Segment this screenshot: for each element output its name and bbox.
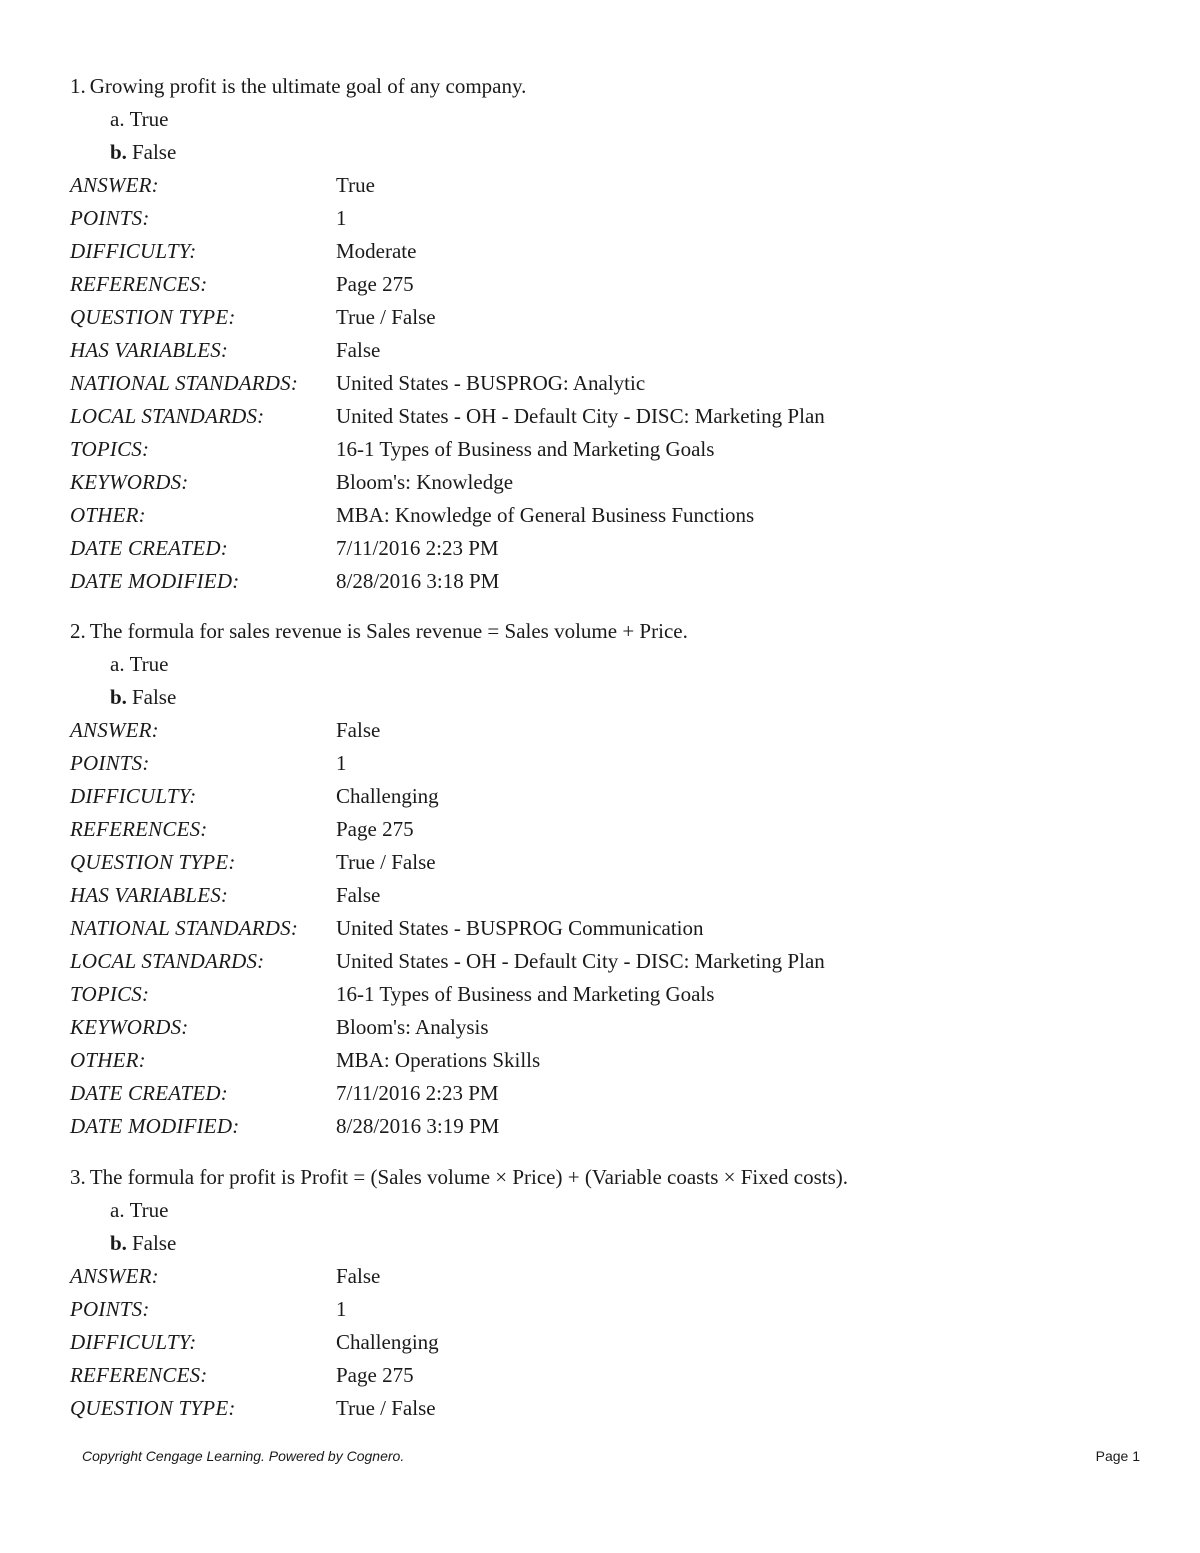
page-footer	[82, 1444, 1140, 1468]
question-number: 3.	[70, 1165, 86, 1189]
meta-value: True / False	[336, 1396, 436, 1420]
meta-value: MBA: Operations Skills	[336, 1048, 541, 1072]
meta-label: KEYWORDS:	[70, 1015, 189, 1039]
meta-points	[70, 1293, 1150, 1326]
copyright-notice: Copyright Cengage Learning. Powered by Cognero.	[82, 1448, 405, 1464]
option-letter: a.	[110, 1198, 125, 1222]
meta-label: LOCAL STANDARDS:	[70, 404, 265, 428]
option-letter: b.	[110, 685, 127, 709]
meta-value: United States - OH - Default City - DISC: Marketing Plan	[336, 404, 825, 428]
meta-value: Bloom's: Analysis	[336, 1015, 489, 1039]
question-stem	[70, 1161, 1150, 1194]
meta-label: DATE MODIFIED:	[70, 1114, 240, 1138]
meta-value: 7/11/2016 2:23 PM	[336, 536, 499, 560]
meta-topics	[70, 978, 1150, 1011]
option-letter: b.	[110, 140, 127, 164]
meta-answer	[70, 714, 1150, 747]
question-3	[70, 1161, 1150, 1425]
meta-value: False	[336, 338, 381, 362]
meta-value: Page 275	[336, 1363, 414, 1387]
option-text: True	[129, 1198, 169, 1222]
question-text: The formula for profit is Profit = (Sales volume × Price) + (Variable coasts × Fixed costs).	[89, 1165, 849, 1189]
meta-value: 1	[336, 751, 347, 775]
question-1	[70, 70, 1150, 598]
meta-label: REFERENCES:	[70, 272, 208, 296]
meta-local-standards	[70, 400, 1150, 433]
meta-label: POINTS:	[70, 1297, 150, 1321]
meta-value: True / False	[336, 850, 436, 874]
question-stem	[70, 70, 1150, 103]
meta-other	[70, 1044, 1150, 1077]
meta-value: True / False	[336, 305, 436, 329]
meta-value: Page 275	[336, 272, 414, 296]
meta-value: False	[336, 1264, 381, 1288]
meta-answer	[70, 1260, 1150, 1293]
meta-label: TOPICS:	[70, 982, 150, 1006]
meta-label: REFERENCES:	[70, 817, 208, 841]
meta-date-modified	[70, 565, 1150, 598]
meta-label: POINTS:	[70, 206, 150, 230]
meta-label: QUESTION TYPE:	[70, 1396, 236, 1420]
meta-label: LOCAL STANDARDS:	[70, 949, 265, 973]
meta-label: HAS VARIABLES:	[70, 883, 229, 907]
meta-value: Challenging	[336, 784, 439, 808]
meta-references	[70, 268, 1150, 301]
option-text: False	[131, 1231, 177, 1255]
meta-label: DIFFICULTY:	[70, 1330, 197, 1354]
meta-label: OTHER:	[70, 503, 146, 527]
option-b	[70, 681, 1150, 714]
meta-question-type	[70, 846, 1150, 879]
page-number: Page 1	[1095, 1448, 1140, 1464]
meta-label: DIFFICULTY:	[70, 239, 197, 263]
meta-label: QUESTION TYPE:	[70, 305, 236, 329]
meta-label: POINTS:	[70, 751, 150, 775]
meta-value: 7/11/2016 2:23 PM	[336, 1081, 499, 1105]
meta-other	[70, 499, 1150, 532]
meta-question-type	[70, 1392, 1150, 1425]
question-text: Growing profit is the ultimate goal of any company.	[89, 74, 527, 98]
meta-label: ANSWER:	[70, 1264, 159, 1288]
meta-value: False	[336, 718, 381, 742]
meta-value: 16-1 Types of Business and Marketing Goals	[336, 982, 715, 1006]
meta-value: True	[336, 173, 375, 197]
meta-has-variables	[70, 879, 1150, 912]
meta-label: ANSWER:	[70, 173, 159, 197]
meta-value: False	[336, 883, 381, 907]
option-text: True	[129, 652, 169, 676]
meta-label: KEYWORDS:	[70, 470, 189, 494]
option-text: False	[131, 685, 177, 709]
meta-value: 8/28/2016 3:18 PM	[336, 569, 500, 593]
meta-label: REFERENCES:	[70, 1363, 208, 1387]
meta-value: United States - BUSPROG: Analytic	[336, 371, 646, 395]
meta-points	[70, 202, 1150, 235]
meta-points	[70, 747, 1150, 780]
meta-label: DATE CREATED:	[70, 1081, 228, 1105]
meta-references	[70, 813, 1150, 846]
meta-value: 16-1 Types of Business and Marketing Goals	[336, 437, 715, 461]
meta-difficulty	[70, 1326, 1150, 1359]
meta-label: OTHER:	[70, 1048, 146, 1072]
meta-value: MBA: Knowledge of General Business Functions	[336, 503, 755, 527]
meta-answer	[70, 169, 1150, 202]
meta-keywords	[70, 1011, 1150, 1044]
meta-value: Bloom's: Knowledge	[336, 470, 514, 494]
meta-keywords	[70, 466, 1150, 499]
question-stem	[70, 615, 1150, 648]
meta-value: 1	[336, 206, 347, 230]
meta-label: ANSWER:	[70, 718, 159, 742]
option-a	[70, 1194, 1150, 1227]
meta-has-variables	[70, 334, 1150, 367]
meta-references	[70, 1359, 1150, 1392]
question-2	[70, 615, 1150, 1143]
option-b	[70, 1227, 1150, 1260]
meta-national-standards	[70, 367, 1150, 400]
question-number: 1.	[70, 74, 86, 98]
option-b	[70, 136, 1150, 169]
meta-value: Moderate	[336, 239, 417, 263]
meta-date-created	[70, 532, 1150, 565]
meta-label: QUESTION TYPE:	[70, 850, 236, 874]
meta-label: TOPICS:	[70, 437, 150, 461]
meta-national-standards	[70, 912, 1150, 945]
option-a	[70, 103, 1150, 136]
meta-label: NATIONAL STANDARDS:	[70, 916, 299, 940]
option-text: False	[131, 140, 177, 164]
meta-value: United States - BUSPROG Communication	[336, 916, 704, 940]
meta-value: United States - OH - Default City - DISC: Marketing Plan	[336, 949, 825, 973]
option-a	[70, 648, 1150, 681]
meta-date-modified	[70, 1110, 1150, 1143]
meta-label: DATE CREATED:	[70, 536, 228, 560]
meta-label: DATE MODIFIED:	[70, 569, 240, 593]
meta-label: DIFFICULTY:	[70, 784, 197, 808]
question-number: 2.	[70, 619, 86, 643]
question-text: The formula for sales revenue is Sales revenue = Sales volume + Price.	[89, 619, 688, 643]
meta-value: 1	[336, 1297, 347, 1321]
option-letter: a.	[110, 107, 125, 131]
option-text: True	[129, 107, 169, 131]
meta-date-created	[70, 1077, 1150, 1110]
meta-label: NATIONAL STANDARDS:	[70, 371, 299, 395]
option-letter: b.	[110, 1231, 127, 1255]
option-letter: a.	[110, 652, 125, 676]
meta-value: Challenging	[336, 1330, 439, 1354]
meta-topics	[70, 433, 1150, 466]
meta-difficulty	[70, 235, 1150, 268]
meta-value: 8/28/2016 3:19 PM	[336, 1114, 500, 1138]
meta-label: HAS VARIABLES:	[70, 338, 229, 362]
meta-question-type	[70, 301, 1150, 334]
meta-difficulty	[70, 780, 1150, 813]
meta-local-standards	[70, 945, 1150, 978]
meta-value: Page 275	[336, 817, 414, 841]
